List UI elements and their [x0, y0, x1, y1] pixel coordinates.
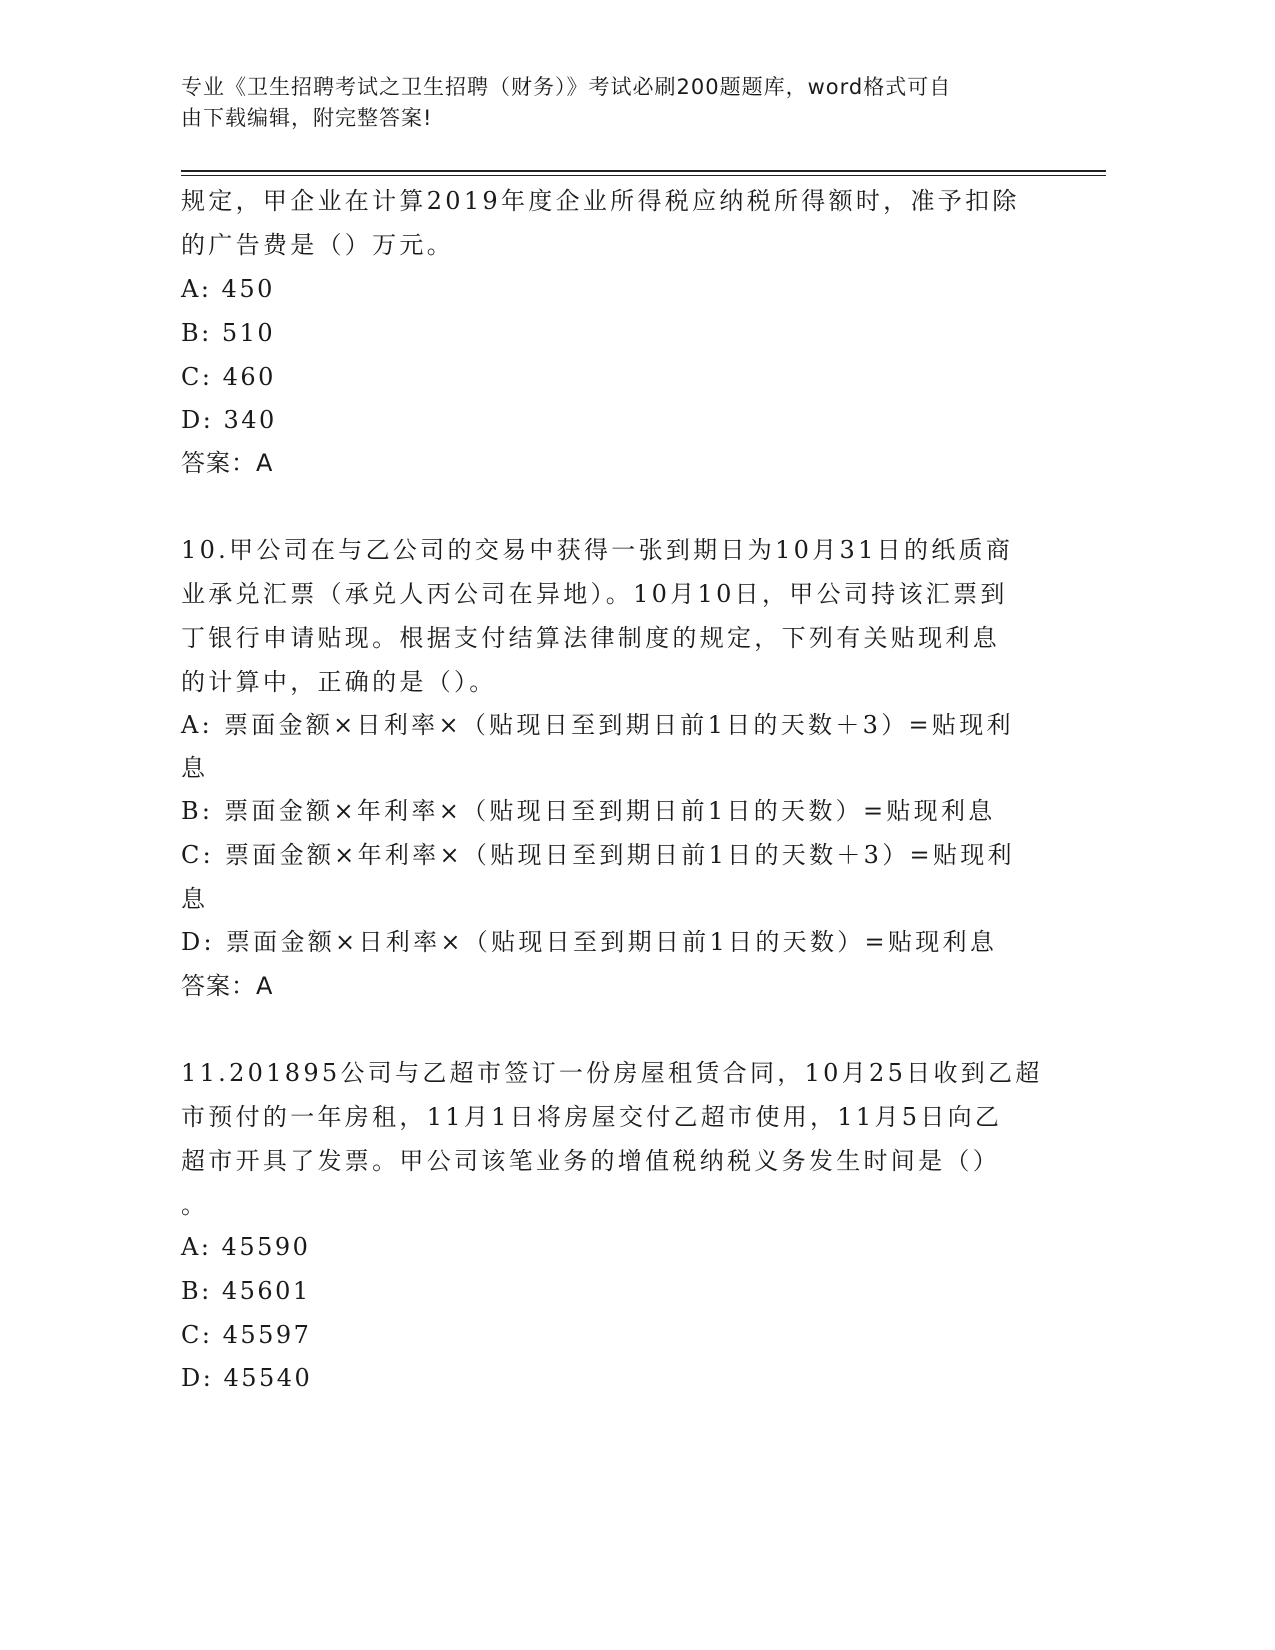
q10-option-b: B: 票面金额×年利率×（贴现日至到期日前1日的天数）=贴现利息	[181, 797, 996, 825]
q9-option-c: C: 460	[181, 363, 276, 391]
q10-stem-line-3: 丁银行申请贴现。根据支付结算法律制度的规定，下列有关贴现利息	[181, 624, 1000, 652]
q10-stem-line-1: 10.甲公司在与乙公司的交易中获得一张到期日为10月31日的纸质商	[181, 536, 1014, 564]
header-divider-thin	[181, 175, 1106, 176]
q10-option-a-line-2: 息	[181, 754, 209, 782]
document-header	[181, 72, 1061, 134]
q9-stem-line-2: 的广告费是（）万元。	[181, 231, 454, 259]
q9-option-a: A: 450	[181, 275, 275, 303]
q11-option-a: A: 45590	[181, 1233, 311, 1261]
q11-stem-line-4: 。	[181, 1191, 209, 1219]
q9-option-d: D: 340	[181, 406, 277, 434]
q10-answer: 答案：A	[181, 972, 274, 1000]
q11-stem-line-2: 市预付的一年房租，11月1日将房屋交付乙超市使用，11月5日向乙	[181, 1103, 1003, 1131]
q10-stem-line-2: 业承兑汇票（承兑人丙公司在异地）。10月10日，甲公司持该汇票到	[181, 580, 1008, 608]
q9-option-b: B: 510	[181, 319, 276, 347]
q9-answer: 答案：A	[181, 449, 274, 477]
q11-option-b: B: 45601	[181, 1277, 311, 1305]
header-title-line-1: 专业《卫生招聘考试之卫生招聘（财务）》考试必刷200题题库，word格式可自	[181, 75, 952, 99]
q11-stem-line-3: 超市开具了发票。甲公司该笔业务的增值税纳税义务发生时间是（）	[181, 1147, 1000, 1175]
q10-stem-line-4: 的计算中，正确的是（）。	[181, 668, 497, 696]
q11-stem-line-1: 11.201895公司与乙超市签订一份房屋租赁合同，10月25日收到乙超	[181, 1059, 1043, 1087]
q10-option-d: D: 票面金额×日利率×（贴现日至到期日前1日的天数）=贴现利息	[181, 928, 998, 956]
q10-option-c-line-1: C: 票面金额×年利率×（贴现日至到期日前1日的天数＋3）=贴现利	[181, 841, 1015, 869]
header-divider-thick	[181, 170, 1106, 172]
q11-option-d: D: 45540	[181, 1364, 313, 1392]
q11-option-c: C: 45597	[181, 1321, 312, 1349]
q9-stem-line-1: 规定，甲企业在计算2019年度企业所得税应纳税所得额时，准予扣除	[181, 187, 1020, 215]
header-title-line-2: 由下载编辑，附完整答案!	[181, 106, 433, 130]
q10-option-c-line-2: 息	[181, 885, 209, 913]
q10-option-a-line-1: A: 票面金额×日利率×（贴现日至到期日前1日的天数＋3）=贴现利	[181, 711, 1014, 739]
